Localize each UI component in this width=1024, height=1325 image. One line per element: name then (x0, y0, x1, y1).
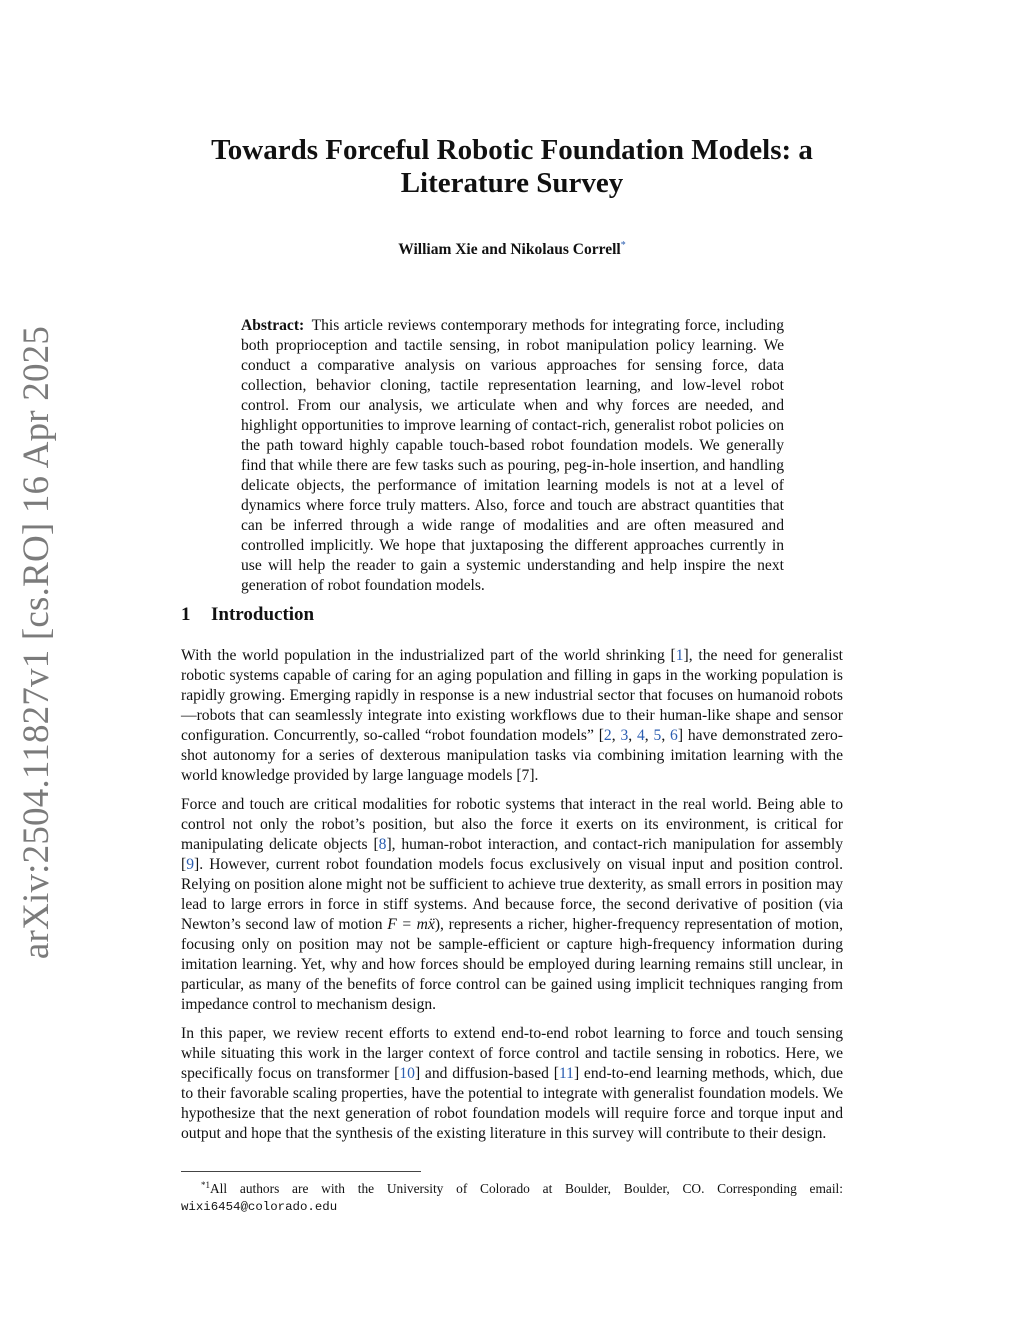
author-list (160, 236, 864, 260)
citation-link[interactable]: 9 (186, 856, 194, 873)
citation-link[interactable]: 5 (653, 727, 662, 744)
intro-paragraph-2 (181, 795, 843, 1015)
abstract (241, 316, 784, 596)
intro-paragraph-3 (181, 1024, 843, 1144)
introduction-body (181, 646, 843, 1153)
text-run: ] and diffusion-based [ (414, 1065, 559, 1082)
paper-title-line-1: Towards Forceful Robotic Foundation Models: a (211, 134, 813, 166)
math-formula: F = mẍ (387, 916, 435, 933)
author-footnote-mark[interactable]: * (620, 240, 626, 251)
citation-link[interactable]: 4 (636, 727, 645, 744)
text-run: With the world population in the industrialized part of the world shrinking [ (181, 647, 676, 664)
citation-link[interactable]: 3 (620, 727, 629, 744)
text-run: ], the need for generalist robotic systems capable of caring for an aging population and filling in gaps in the working population is rapidly growing. Emerging rapidly in response is a new industrial sector that focuses on humanoid robots—robots that can seamlessly integrate into existing workflows due to their human-like shape and sensor configuration. Concurrently, so-called “robot foundation models” [ (181, 647, 843, 744)
citation-link[interactable]: 6 (670, 727, 678, 744)
section-number: 1 (181, 604, 191, 625)
text-run: Force and touch are critical modalities for robotic systems that interact in the real world. Being able to control not only the robot’s position, but also the force it exerts on its environment, is critical for manipulating delicate objects [ (181, 796, 843, 853)
corresponding-email[interactable]: wixi6454@colorado.edu (181, 1200, 338, 1214)
section-heading-introduction (181, 603, 314, 627)
citation-link[interactable]: 11 (558, 1065, 574, 1082)
author-names: William Xie and Nikolaus Correll (398, 241, 621, 259)
text-run: ], human-robot interaction, and contact-rich manipulation for assembly [ (181, 836, 843, 873)
arxiv-identifier-text: arXiv:2504.11827v1 [cs.RO] 16 Apr 2025 (16, 325, 58, 959)
abstract-label: Abstract: (241, 317, 305, 334)
citation-link[interactable]: 2 (603, 727, 612, 744)
intro-paragraph-1: With the world population in the industrialized part of the world shrinking [1], the need for generalist robotic systems capable of caring for an aging population and filling in gaps in the working population is rapidly growing. Emerging rapidly in response is a new industrial sector that focuses on humanoid robots—robots that can seamlessly integrate into existing workflows due to their human-like shape and sensor configuration. Concurrently, so-called “robot foundation models” [2, 3, 4, 5, 6] have demonstrated zero-shot autonomy for a series of dexterous manipulation tasks via combining imitation learning with the world knowledge provided by large language models [7]. (181, 647, 844, 784)
citation-link[interactable]: 10 (399, 1065, 415, 1082)
arxiv-identifier-stamp (8, 325, 66, 959)
text-run: ] end-to-end learning methods, which, due to their favorable scaling properties, have the potential to integrate with generalist foundation models. We hypothesize that the next generation of robot foundation models will require force and torque input and output and hope that the synthesis of the existing literature in this survey will contribute to their design. (181, 1065, 843, 1142)
text-run: In this paper, we review recent efforts to extend end-to-end robot learning to force and touch sensing while situating this work in the larger context of force control and tactile sensing in robotics. Here, we specifically focus on transformer [ (181, 1025, 843, 1082)
footnote-mark: *1 (201, 1180, 210, 1190)
footnote-text: All authors are with the University of Colorado at Boulder, Boulder, CO. Corresponding email: (210, 1181, 843, 1196)
footnote (181, 1177, 843, 1216)
text-run: ] have demonstrated zero-shot autonomy for a series of dexterous manipulation tasks via combining imitation learning with the world knowledge provided by large language models [7]. (181, 727, 844, 784)
text-run: ), represents a richer, higher-frequency representation of motion, focusing only on position may not be sample-efficient or capture high-frequency information during imitation learning. Yet, why and how forces should be employed during learning remains still unclear, in particular, as many of the benefits of force control can be gained using implicit techniques ranging from impedance control to mechanism design. (181, 916, 843, 1013)
paper-title (160, 134, 864, 200)
paper-title-line-2: Literature Survey (400, 167, 624, 199)
text-run: ]. However, current robot foundation models focus exclusively on visual input and position control. Relying on position alone might not be sufficient to achieve true dexterity, as small errors in position may lead to large errors in force in stiff systems. And because force, the second derivative of position (via Newton’s second law of motion (181, 856, 843, 933)
section-title: Introduction (211, 604, 315, 625)
abstract-text: This article reviews contemporary methods for integrating force, including both proprioception and tactile sensing, in robot manipulation policy learning. We conduct a comparative analysis on various approaches for sensing force, data collection, behavior cloning, tactile representation learning, and low-level robot control. From our analysis, we articulate when and why forces are needed, and highlight opportunities to improve learning of contact-rich, generalist robot policies on the path toward highly capable touch-based robot foundation models. We generally find that while there are few tasks such as pouring, peg-in-hole insertion, and handling delicate objects, the performance of imitation learning models is not at a level of dynamics where force truly matters. Also, force and touch are abstract quantities that can be inferred through a wide range of modalities and are often measured and controlled implicitly. We hope that juxtaposing the different approaches currently in use will help the reader to gain a systemic understanding and help inspire the next generation of robot foundation models. (241, 317, 784, 594)
citation-link[interactable]: 8 (378, 836, 387, 853)
citation-link[interactable]: 1 (675, 647, 684, 664)
footnote-divider (181, 1171, 421, 1172)
